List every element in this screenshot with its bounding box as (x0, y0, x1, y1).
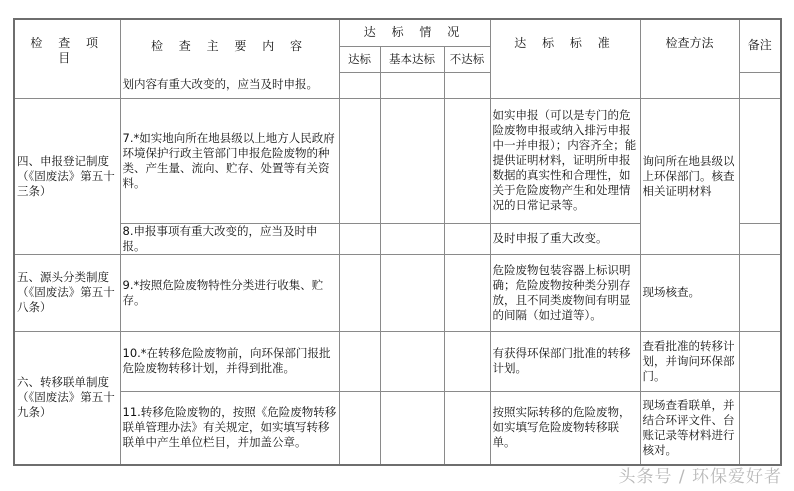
table-row (14, 331, 781, 391)
standard-9: 危险废物包装容器上标识明确；危险废物按种类分别存放，且不同类废物间有明显的间隔（如过道等）。 (490, 254, 640, 331)
remarks-cell[interactable] (739, 98, 781, 223)
content-7: 7.*如实地向所在地县级以上地方人民政府环境保护行政主管部门申报危险废物的种类、产生量、流向、贮存、处置等有关资料。 (120, 98, 339, 223)
check-basic-pass-cell[interactable] (380, 391, 444, 465)
remarks-cell[interactable] (739, 331, 781, 391)
check-fail-cell[interactable] (444, 331, 490, 391)
remarks-cell[interactable] (739, 254, 781, 331)
check-basic-pass-cell[interactable] (380, 72, 444, 98)
standard-10: 有获得环保部门批准的转移计划。 (490, 331, 640, 391)
header-remarks: 备注 (739, 19, 781, 72)
header-status-fail: 不达标 (444, 46, 490, 72)
check-pass-cell[interactable] (339, 254, 380, 331)
check-basic-pass-cell[interactable] (380, 331, 444, 391)
header-standard: 达 标 标 准 (490, 19, 640, 98)
method-10: 查看批准的转移计划，并询问环保部门。 (640, 331, 739, 391)
table-row (14, 254, 781, 331)
check-fail-cell[interactable] (444, 391, 490, 465)
check-pass-cell[interactable] (339, 223, 380, 254)
content-9: 9.*按照危险废物特性分类进行收集、贮存。 (120, 254, 339, 331)
check-fail-cell[interactable] (444, 254, 490, 331)
table-row (14, 391, 781, 465)
header-content: 检 查 主 要 内 容 (120, 19, 339, 72)
check-pass-cell[interactable] (339, 391, 380, 465)
check-basic-pass-cell[interactable] (380, 98, 444, 223)
inspection-table (13, 18, 782, 466)
check-fail-cell[interactable] (444, 223, 490, 254)
method-9: 现场核查。 (640, 254, 739, 331)
content-11: 11.转移危险废物的，按照《危险废物转移联单管理办法》有关规定，如实填写转移联单中产生单位栏目，并加盖公章。 (120, 391, 339, 465)
header-method: 检查方法 (640, 19, 739, 98)
standard-8: 及时申报了重大改变。 (490, 223, 640, 254)
method-11: 现场查看联单，并结合环评文件、台账记录等材料进行核对。 (640, 391, 739, 465)
section-item-6: 六、转移联单制度（《固废法》第五十九条） (14, 331, 120, 465)
check-basic-pass-cell[interactable] (380, 223, 444, 254)
standard-7: 如实申报（可以是专门的危险废物申报或纳入排污申报中一并申报）；内容齐全；能提供证明材料，证明所申报数据的真实性和合理性，如关于危险废物产生和处理情况的日常记录等。 (490, 98, 640, 223)
remarks-cell[interactable] (739, 391, 781, 465)
remarks-cell[interactable] (739, 72, 781, 98)
standard-11: 按照实际转移的危险废物，如实填写危险废物转移联单。 (490, 391, 640, 465)
table-row (14, 98, 781, 223)
header-item: 检 查 项 目 (14, 19, 120, 98)
header-status-pass: 达标 (339, 46, 380, 72)
header-status-group: 达 标 情 况 (339, 19, 490, 46)
check-fail-cell[interactable] (444, 98, 490, 223)
check-basic-pass-cell[interactable] (380, 254, 444, 331)
section-item-4: 四、申报登记制度（《固废法》第五十三条） (14, 98, 120, 254)
check-fail-cell[interactable] (444, 72, 490, 98)
header-status-basic-pass: 基本达标 (380, 46, 444, 72)
carryover-content: 划内容有重大改变的，应当及时申报。 (120, 72, 339, 98)
content-8: 8.申报事项有重大改变的，应当及时申报。 (120, 223, 339, 254)
section-item-5: 五、源头分类制度（《固废法》第五十八条） (14, 254, 120, 331)
content-10: 10.*在转移危险废物前，向环保部门报批危险废物转移计划，并得到批准。 (120, 331, 339, 391)
remarks-cell[interactable] (739, 223, 781, 254)
check-pass-cell[interactable] (339, 72, 380, 98)
watermark: 头条号 / 环保爱好者 (618, 467, 782, 487)
method-4: 询问所在地县级以上环保部门。核查相关证明材料 (640, 98, 739, 254)
check-pass-cell[interactable] (339, 331, 380, 391)
check-pass-cell[interactable] (339, 98, 380, 223)
